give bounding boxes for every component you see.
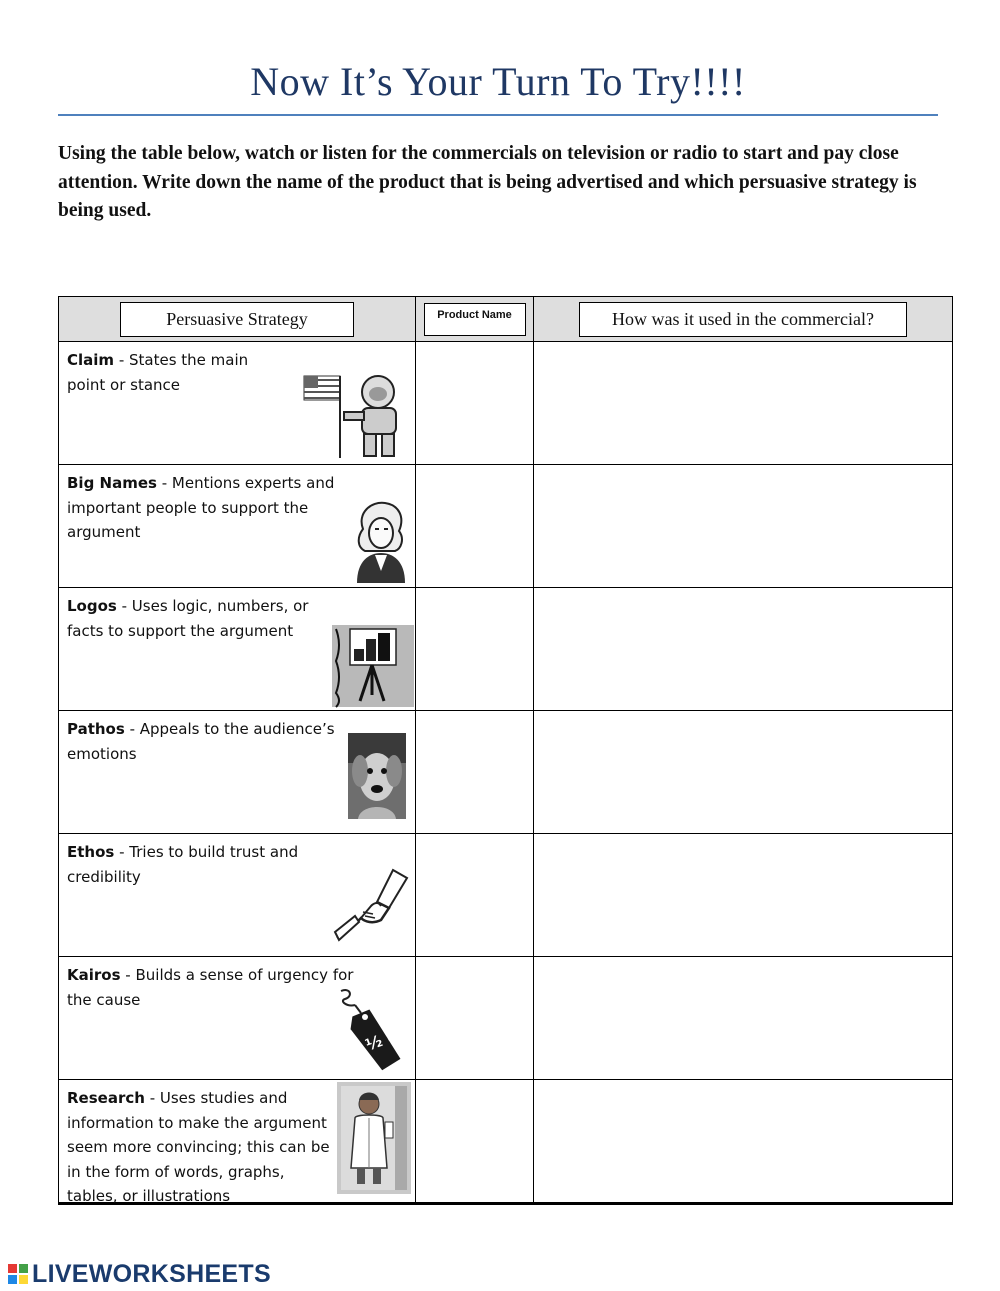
table-row [59,1080,953,1204]
title-divider [58,114,938,116]
usage-cell[interactable] [534,711,953,834]
table-row [59,588,953,711]
table-header-row [59,297,953,342]
strategy-desc-line2: point or stance [67,375,181,394]
strategy-name: Pathos [67,720,125,738]
table-row [59,342,953,465]
header-strategy-cell [59,297,416,342]
usage-cell[interactable] [534,957,953,1080]
strategy-table [58,296,953,1205]
usage-cell[interactable] [534,1080,953,1204]
strategy-cell: Claim - States the main point or stance [59,342,416,465]
strategy-desc: Appeals to the audience’s emotions [67,720,335,763]
strategy-name: Claim [67,351,115,369]
strategy-name: Big Names [67,474,157,492]
strategy-desc: Mentions experts and important people to support the argument [67,474,335,541]
strategy-desc: Uses logic, numbers, or facts to support the argument [67,597,309,640]
portrait-icon [349,499,411,583]
strategy-cell: Pathos - Appeals to the audience’s emotions [59,711,416,834]
strategy-name: Kairos [67,966,121,984]
table-row [59,711,953,834]
liveworksheets-logo-icon [8,1264,28,1284]
scientist-icon [337,1082,411,1194]
header-usage: How was it used in the commercial? [579,302,907,337]
product-name-cell[interactable] [416,957,534,1080]
table-row [59,957,953,1080]
astronaut-flag-icon [302,370,410,460]
product-name-cell[interactable] [416,834,534,957]
table-row [59,465,953,588]
dog-photo-icon [348,733,406,819]
strategy-name: Research [67,1089,145,1107]
strategy-desc-line1: States the main [129,351,249,369]
header-strategy: Persuasive Strategy [120,302,354,337]
strategy-desc: Builds a sense of urgency for the cause [67,966,354,1009]
product-name-cell[interactable] [416,465,534,588]
usage-cell[interactable] [534,588,953,711]
table-row [59,834,953,957]
usage-cell[interactable] [534,342,953,465]
header-product-cell [416,297,534,342]
strategy-cell: Research - Uses studies and information to make the argument seem more convincing; this can be in the form of words, graphs, tables, or illustrations [59,1080,416,1204]
chart-easel-icon [332,625,414,707]
strategy-name: Logos [67,597,117,615]
strategy-desc: Uses studies and information to make the argument seem more convincing; this can be in the form of words, graphs, tables, or illustrations [67,1089,330,1205]
sale-tag-label: ½ off [362,1021,413,1055]
footer-logo[interactable] [8,1258,271,1290]
product-name-cell[interactable] [416,711,534,834]
usage-cell[interactable] [534,465,953,588]
product-name-cell[interactable] [416,1080,534,1204]
logo-text: LIVEWORKSHEETS [32,1259,271,1288]
handshake-icon [333,868,409,942]
strategy-cell: Logos - Uses logic, numbers, or facts to support the argument [59,588,416,711]
header-usage-cell [534,297,953,342]
instructions: Using the table below, watch or listen for the commercials on television or radio to start and pay close attention. Write down the name of the product that is being advertised and which persuasive strategy is being used. [58,143,917,221]
sale-tag-icon [337,987,413,1073]
product-name-cell[interactable] [416,342,534,465]
strategy-name: Ethos [67,843,115,861]
usage-cell[interactable] [534,834,953,957]
strategy-cell: Big Names - Mentions experts and important people to support the argument [59,465,416,588]
header-product: Product Name [424,303,526,336]
product-name-cell[interactable] [416,588,534,711]
strategy-cell: Kairos - Builds a sense of urgency for the cause ½ off [59,957,416,1080]
strategy-cell: Ethos - Tries to build trust and credibility [59,834,416,957]
strategy-desc: Tries to build trust and credibility [67,843,299,886]
page-title: Now It’s Your Turn To Try!!!! [250,59,746,104]
